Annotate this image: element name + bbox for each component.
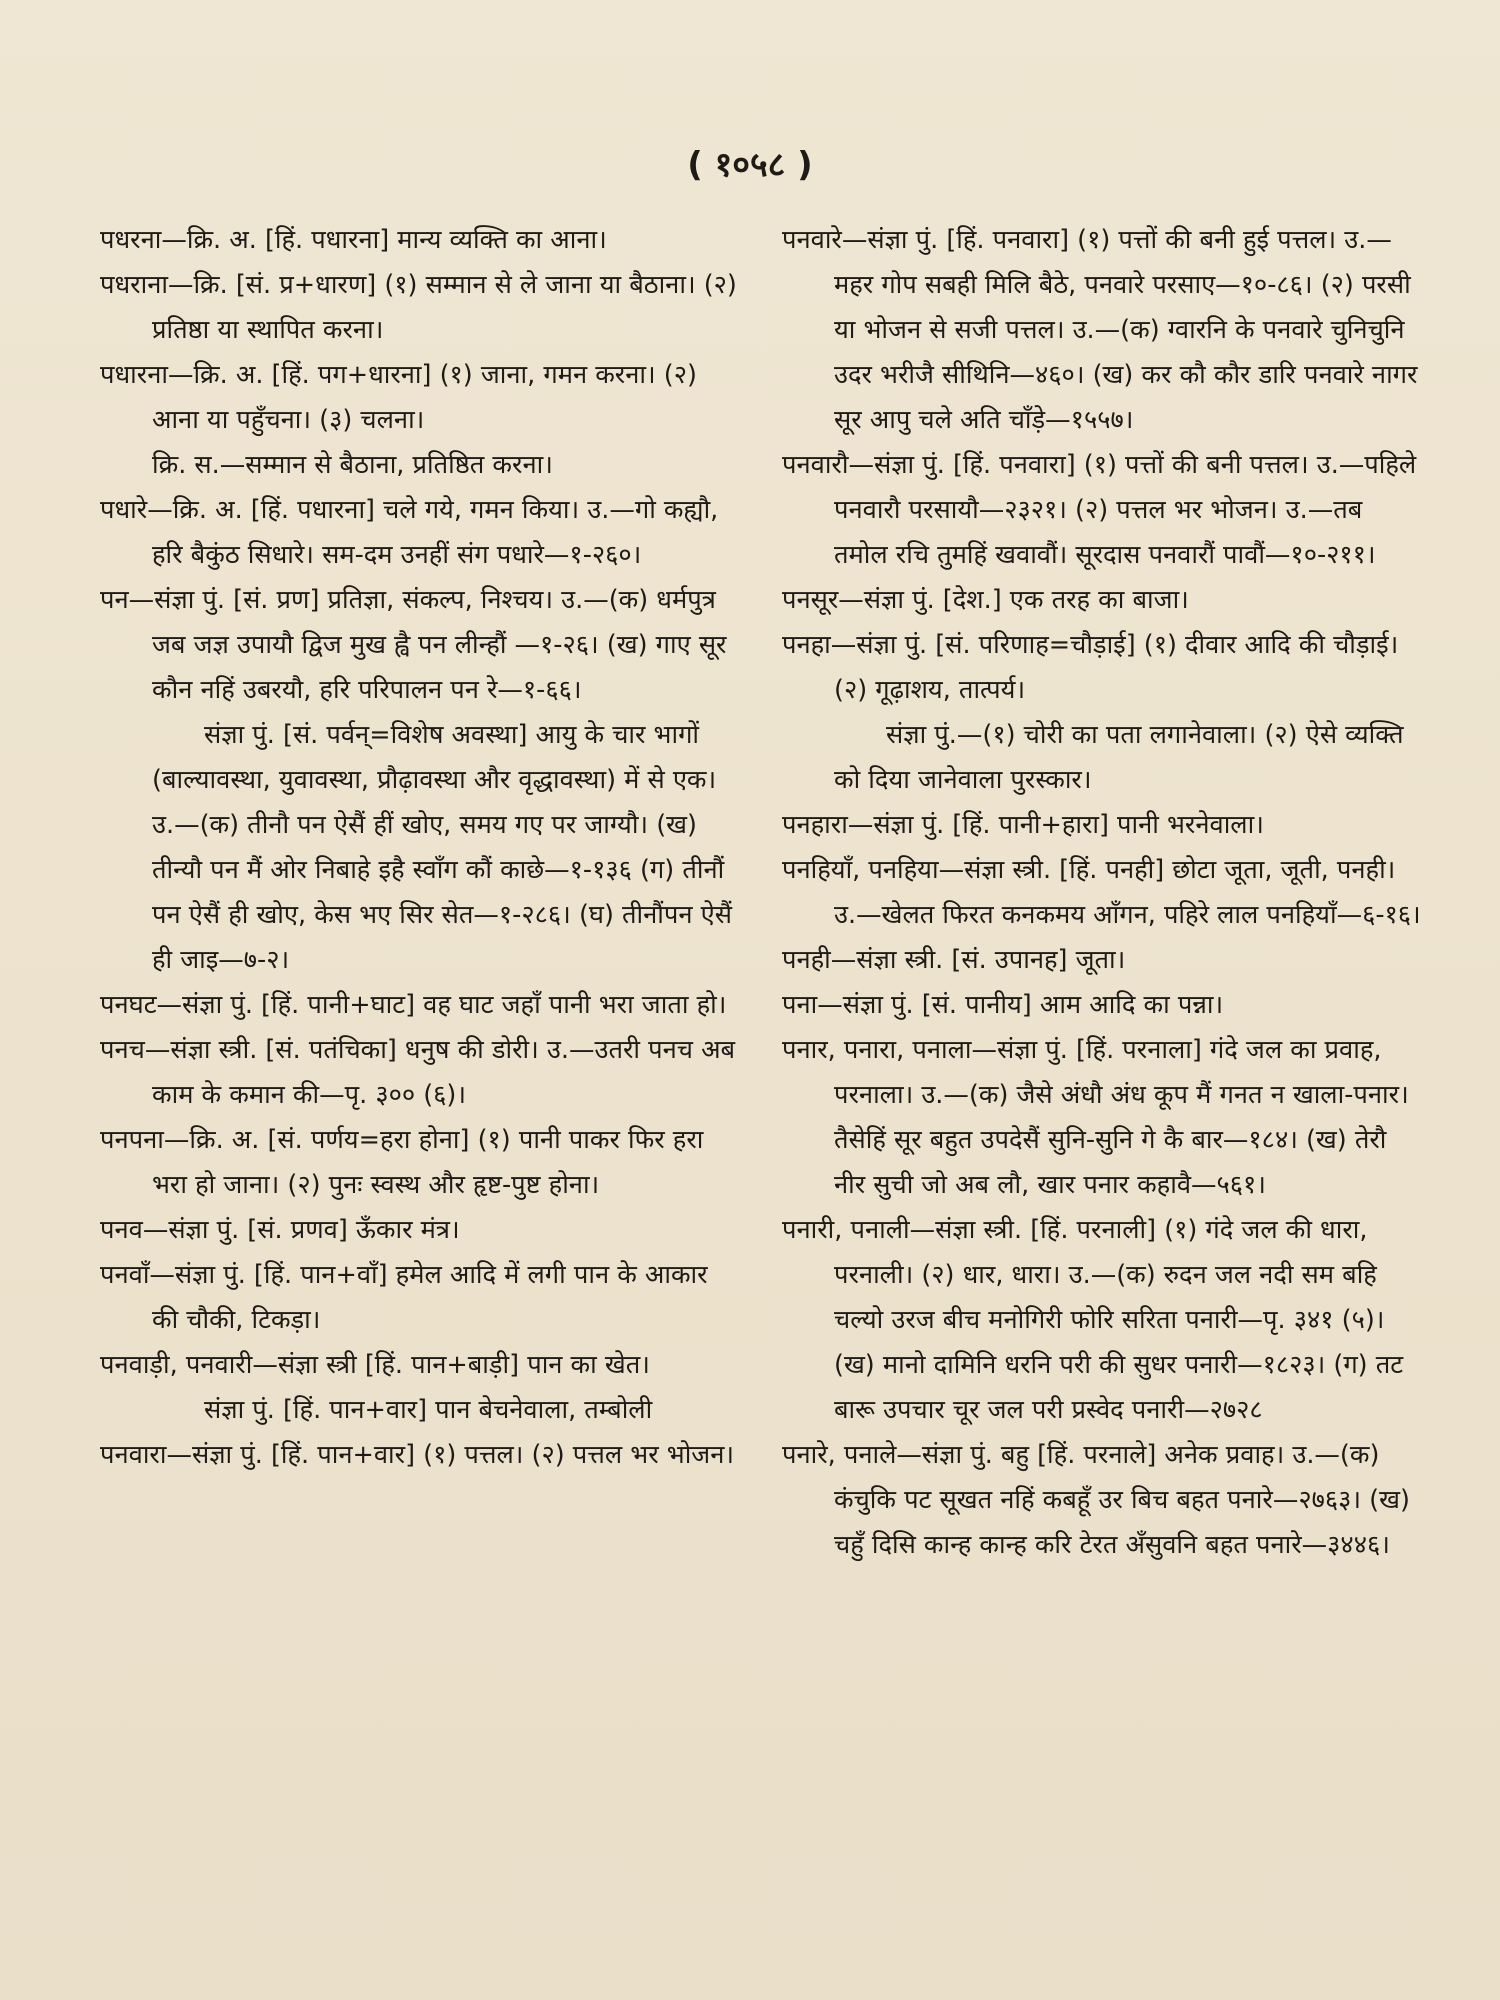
entry: पधरना—क्रि. अ. [हिं. पधारना] मान्य व्यक्ति का आना। [100,225,607,255]
entry: पनहा—संज्ञा पुं. [सं. परिणाह=चौड़ाई] (१) दीवार आदि की चौड़ाई। (२) गूढ़ाशय, तात्पर्य। [782,630,1399,705]
entry: पधारना—क्रि. अ. [हिं. पग+धारना] (१) जाना, गमन करना। (२) आना या पहुँचना। (३) चलना। [100,360,697,435]
entry: पनव—संज्ञा पुं. [सं. प्रणव] ऊँकार मंत्र। [100,1215,460,1245]
right-column [782,218,1422,1568]
entry: पनारी, पनाली—संज्ञा स्त्री. [हिं. परनाली] (१) गंदे जल की धारा, परनाली। (२) धार, धारा। उ.—(क) रुदन जल नदी सम बहि चल्यो उरज बीच मनोगिरी फोरि सरिता पनारी—पृ. ३४१ (५)। (ख) मानो दामिनि धरनि परी की सुधर पनारी—१८२३। (ग) तट बारू उपचार चूर जल परी प्रस्वेद पनारी—२७२८ [782,1215,1404,1425]
entry: पनही—संज्ञा स्त्री. [सं. उपानह] जूता। [782,945,1126,975]
entry: पनपना—क्रि. अ. [सं. पर्णय=हरा होना] (१) पानी पाकर फिर हरा भरा हो जाना। (२) पुनः स्वस्थ और हृष्ट-पुष्ट होना। [100,1125,704,1200]
entry: पनवाड़ी, पनवारी—संज्ञा स्त्री [हिं. पान+बाड़ी] पान का खेत। [100,1350,650,1380]
entry: पनवाँ—संज्ञा पुं. [हिं. पान+वाँ] हमेल आदि में लगी पान के आकार की चौकी, टिकड़ा। [100,1260,708,1335]
entry-sub-sense: संज्ञा पुं. [सं. पर्वन्=विशेष अवस्था] आयु के चार भागों (बाल्यावस्था, युवावस्था, प्रौढ़ावस्था और वृद्धावस्था) में से एक। उ.—(क) तीनौ पन ऐसैं हीं खोए, समय गए पर जाग्यौ। (ख) तीन्यौ पन मैं ओर निबाहे इहै स्वाँग कौं काछे—१-१३६ (ग) तीनौं पन ऐसैं ही खोए, केस भए सिर सेत—१-२८६। (घ) तीनौंपन ऐसैं ही जाइ—७-२। [152,720,732,975]
entry-sub-sense: संज्ञा पुं. [हिं. पान+वार] पान बेचनेवाला, तम्बोली [204,1395,653,1425]
entry: पनसूर—संज्ञा पुं. [देश.] एक तरह का बाजा। [782,585,1189,615]
entry: पनहियाँ, पनहिया—संज्ञा स्त्री. [हिं. पनही] छोटा जूता, जूती, पनही। उ.—खेलत फिरत कनकमय आँगन, पहिरे लाल पनहियाँ—६-१६। [782,855,1421,930]
entry-sub-sense: संज्ञा पुं.—(१) चोरी का पता लगानेवाला। (२) ऐसे व्यक्ति को दिया जानेवाला पुरस्कार। [834,720,1404,795]
page-number: ( १०५८ ) [687,145,813,185]
entry: पनवारौ—संज्ञा पुं. [हिं. पनवारा] (१) पत्तों की बनी पत्तल। उ.—पहिले पनवारौ परसायौ—२३२१। (२) पत्तल भर भोजन। उ.—तब तमोल रचि तुमहिं खवावौं। सूरदास पनवारौं पावौं—१०-२११। [782,450,1417,570]
entry: पधारे—क्रि. अ. [हिं. पधारना] चले गये, गमन किया। उ.—गो कह्यौ, हरि बैकुंठ सिधारे। सम-दम उनहीं संग पधारे—१-२६०। [100,495,719,570]
entry: पनवारा—संज्ञा पुं. [हिं. पान+वार] (१) पत्तल। (२) पत्तल भर भोजन। [100,1440,735,1470]
entry: पनवारे—संज्ञा पुं. [हिं. पनवारा] (१) पत्तों की बनी हुई पत्तल। उ.—महर गोप सबही मिलि बैठे, पनवारे परसाए—१०-८६। (२) परसी या भोजन से सजी पत्तल। उ.—(क) ग्वारनि के पनवारे चुनिचुनि उदर भरीजै सीथिनि—४६०। (ख) कर कौ कौर डारि पनवारे नागर सूर आपु चले अति चाँड़े—१५५७। [782,225,1418,435]
entry: पनहारा—संज्ञा पुं. [हिं. पानी+हारा] पानी भरनेवाला। [782,810,1264,840]
entry: पन—संज्ञा पुं. [सं. प्रण] प्रतिज्ञा, संकल्प, निश्चय। उ.—(क) धर्मपुत्र जब जज्ञ उपायौ द्विज मुख ह्वै पन लीन्हौं —१-२६। (ख) गाए सूर कौन नहिं उबरयौ, हरि परिपालन पन रे—१-६६। [100,585,727,705]
entry: पनार, पनारा, पनाला—संज्ञा पुं. [हिं. परनाला] गंदे जल का प्रवाह, परनाला। उ.—(क) जैसे अंधौ अंध कूप मैं गनत न खाला-पनार। तैसेहिं सूर बहुत उपदेसैं सुनि-सुनि गे कै बार—१८४। (ख) तेरौ नीर सुची जो अब लौ, खार पनार कहावै—५६१। [782,1035,1409,1200]
entry: पनघट—संज्ञा पुं. [हिं. पानी+घाट] वह घाट जहाँ पानी भरा जाता हो। [100,990,727,1020]
entry: पना—संज्ञा पुं. [सं. पानीय] आम आदि का पन्ना। [782,990,1224,1020]
entry-sub-sense: क्रि. स.—सम्मान से बैठाना, प्रतिष्ठित करना। [152,450,553,480]
left-column [100,218,740,1478]
entry: पनारे, पनाले—संज्ञा पुं. बहु [हिं. परनाले] अनेक प्रवाह। उ.—(क) कंचुकि पट सूखत नहिं कबहूँ उर बिच बहत पनारे—२७६३। (ख) चहुँ दिसि कान्ह कान्ह करि टेरत अँसुवनि बहत पनारे—३४४६। [782,1440,1410,1560]
entry: पधराना—क्रि. [सं. प्र+धारण] (१) सम्मान से ले जाना या बैठाना। (२) प्रतिष्ठा या स्थापित करना। [100,270,737,345]
entry: पनच—संज्ञा स्त्री. [सं. पतंचिका] धनुष की डोरी। उ.—उतरी पनच अब काम के कमान की—पृ. ३०० (६)। [100,1035,736,1110]
